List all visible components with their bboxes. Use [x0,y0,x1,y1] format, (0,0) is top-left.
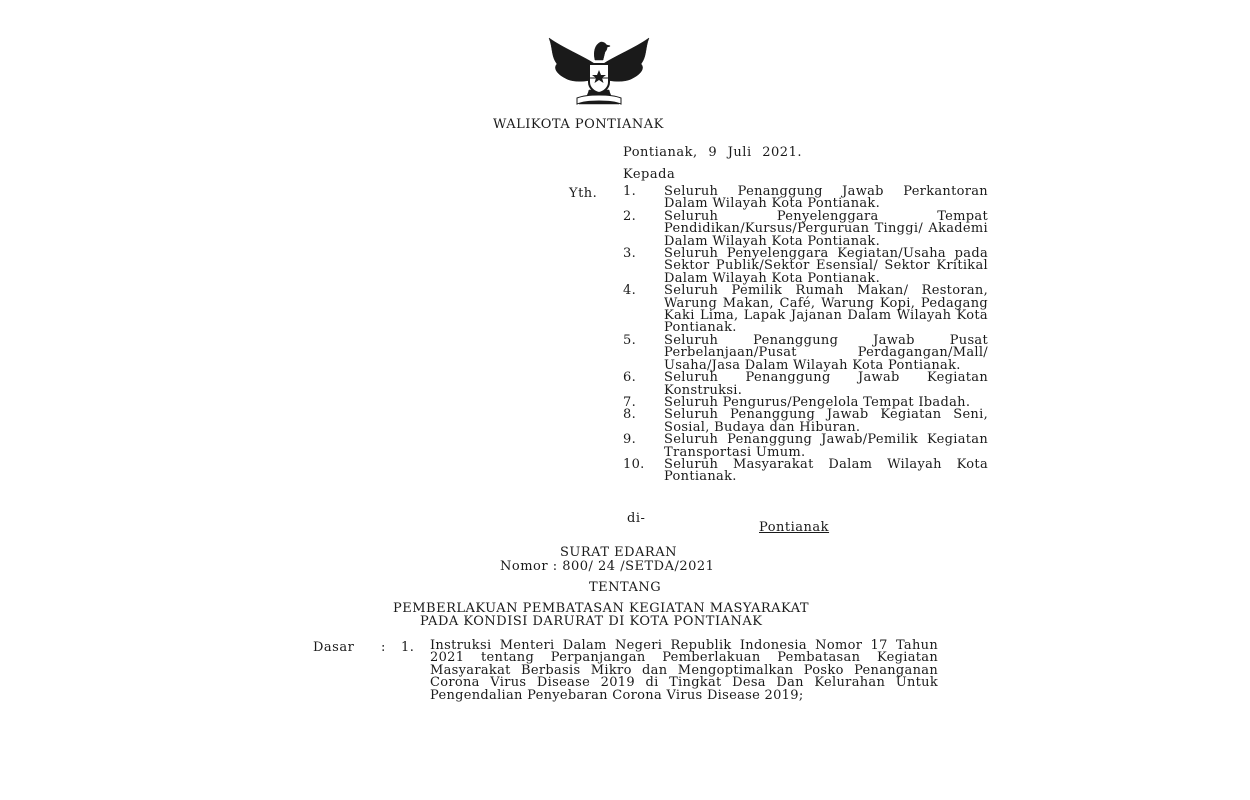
list-item [623,409,988,434]
document-header: WALIKOTA PONTIANAK [493,117,664,132]
list-item-text: Seluruh Penyelenggara Kegiatan/Usaha pada Sektor Publik/Sektor Esensial/ Sektor Kritikal Dalam Wilayah Kota Pontianak. [664,246,988,286]
list-item-text: Seluruh Pemilik Rumah Makan/ Restoran, Warung Makan, Café, Warung Kopi, Pedagang Kaki Lima, Lapak Jajanan Dalam Wilayah Kota Pontianak. [664,283,988,336]
list-item [623,208,988,249]
list-item-number: 1. [623,184,637,199]
recipient-list [623,186,988,484]
list-item [623,456,988,485]
list-item-text: Seluruh Penanggung Jawab Kegiatan Seni, Sosial, Budaya dan Hiburan. [664,407,988,435]
list-item-text: Seluruh Masyarakat Dalam Wilayah Kota Pontianak. [664,456,988,485]
list-item-number: 4. [623,283,637,299]
document-date: Pontianak, 9 Juli 2021. [623,145,802,160]
subject-line-2: PADA KONDISI DARURAT DI KOTA PONTIANAK [420,614,763,629]
list-item-number: 5. [623,332,637,348]
list-item-text: Seluruh Penyelenggara Tempat Pendidikan/Kursus/Perguruan Tinggi/ Akademi Dalam Wilayah Kota Pontianak. [664,208,988,249]
dasar-number: 1. [401,640,415,655]
list-item-text: Seluruh Pengurus/Pengelola Tempat Ibadah. [664,394,971,410]
document-type-title: SURAT EDARAN [560,545,677,560]
list-item [623,372,988,397]
list-item-number: 2. [623,208,637,224]
dasar-text: Instruksi Menteri Dalam Negeri Republik Indonesia Nomor 17 Tahun 2021 tentang Perpanjangan Pemberlakuan Pembatasan Kegiatan Masyarakat Berbasis Mikro dan Mengoptimalkan Posko Penanganan Corona Virus Disease 2019 di Tingkat Desa Dan Kelurahan Untuk Pengendalian Penyebaran Corona Virus Disease 2019; [430,638,938,703]
dasar-label: Dasar [313,640,355,655]
list-item-number: 8. [623,407,637,423]
destination-place: Pontianak [759,520,830,535]
list-item [623,285,988,335]
yth-label: Yth. [569,186,598,201]
di-label: di- [627,511,646,526]
list-item-number: 3. [623,246,637,262]
tentang-label: TENTANG [589,580,662,595]
list-item-number: 9. [623,432,637,448]
document-number: Nomor : 800/ 24 /SETDA/2021 [500,559,715,574]
list-item [623,186,988,211]
list-item [623,332,988,373]
list-item-text: Seluruh Penanggung Jawab/Pemilik Kegiatan Transportasi Umum. [664,432,988,460]
list-item-text: Seluruh Penanggung Jawab Kegiatan Konstruksi. [664,370,988,398]
list-item-number: 6. [623,370,637,386]
list-item-number: 7. [623,394,637,410]
list-item-text: Seluruh Penanggung Jawab Perkantoran Dalam Wilayah Kota Pontianak. [664,184,988,212]
dasar-colon: : [381,640,386,655]
kepada-label: Kepada [623,167,676,182]
list-item [623,248,988,285]
subject-line-1: PEMBERLAKUAN PEMBATASAN KEGIATAN MASYARAKAT [393,601,810,616]
list-item-number: 10. [623,456,645,472]
list-item-text: Seluruh Penanggung Jawab Pusat Perbelanjaan/Pusat Perdagangan/Mall/ Usaha/Jasa Dalam Wilayah Kota Pontianak. [664,332,988,373]
list-item [623,434,988,459]
garuda-emblem-icon [543,34,655,110]
